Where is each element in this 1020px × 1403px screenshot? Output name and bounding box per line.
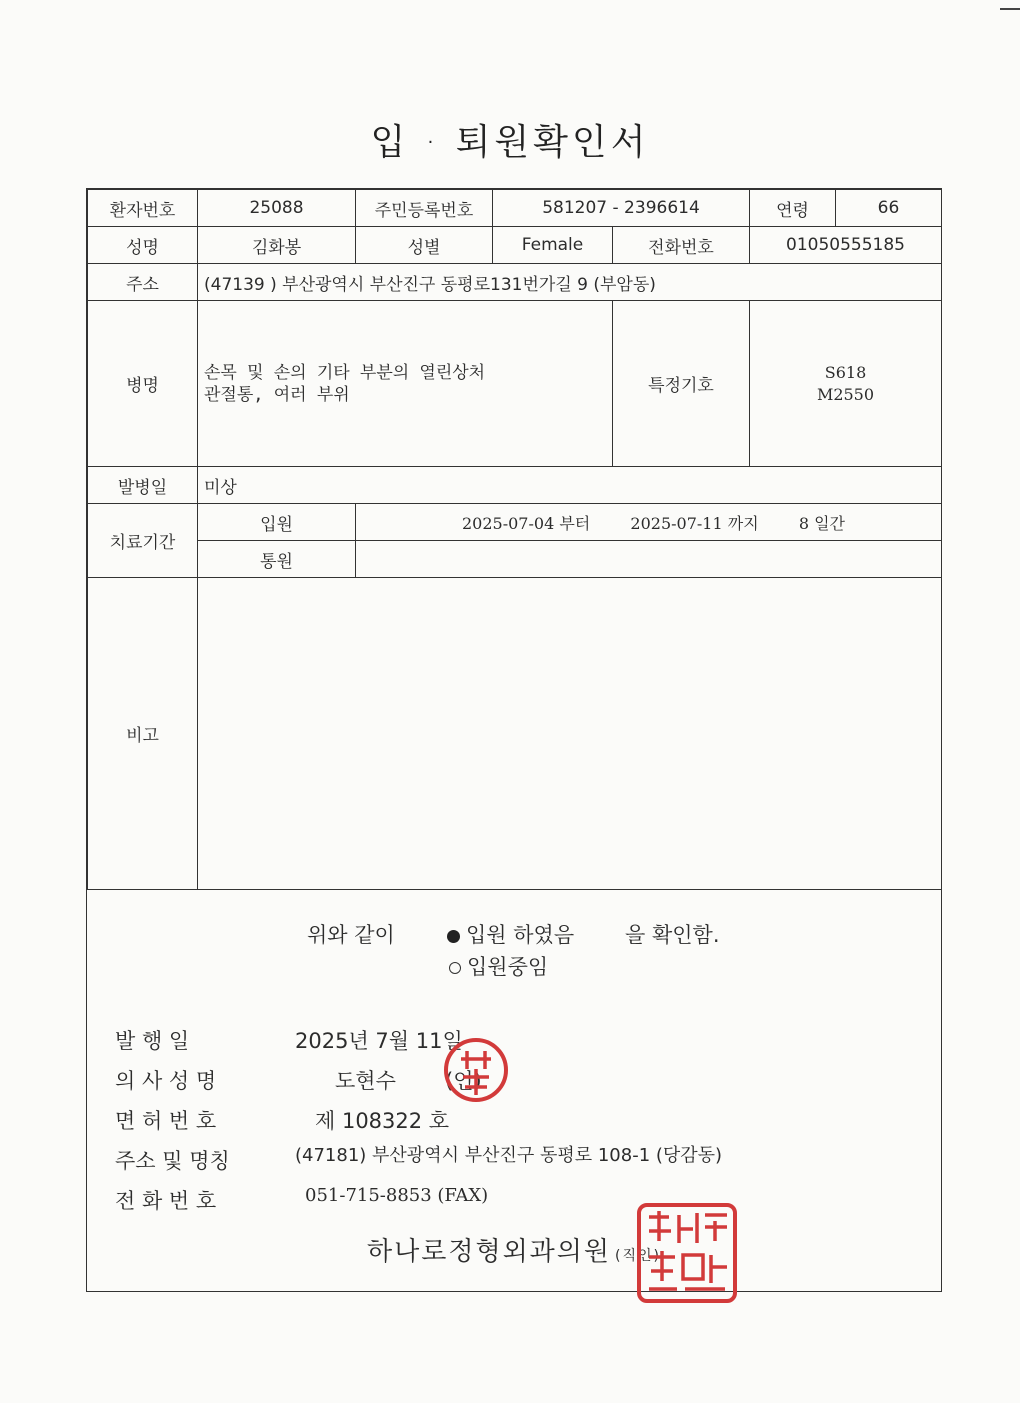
- period-start: 2025-07-04 부터: [462, 513, 591, 533]
- clinic-seal-icon: [635, 1201, 739, 1305]
- clinic-address-value: (47181) 부산광역시 부산진구 동평로 108-1 (당감동): [295, 1145, 723, 1166]
- radio-empty-icon: [449, 962, 461, 974]
- remarks-value: [198, 578, 942, 890]
- license-label: 면 허 번 호: [115, 1109, 217, 1133]
- sex-label: 성별: [356, 227, 493, 264]
- doctor-row: [115, 1065, 482, 1095]
- patient-id-label: 환자번호: [88, 190, 198, 227]
- confirm-prefix: 위와 같이: [307, 923, 395, 947]
- license-row: [115, 1105, 450, 1135]
- issue-date-row: [115, 1025, 463, 1055]
- issue-date-label: 발 행 일: [115, 1029, 190, 1053]
- name-value: 김화봉: [198, 227, 356, 264]
- confirmation-section: [87, 889, 941, 1289]
- confirm-suffix: 을 확인함.: [625, 923, 720, 947]
- doctor-seal-icon: [437, 1031, 515, 1109]
- address-value: (47139 ) 부산광역시 부산진구 동평로131번가길 9 (부암동): [198, 264, 942, 301]
- official-seal-mark: (직인): [615, 1248, 662, 1264]
- phone-value: 01050555185: [750, 227, 942, 264]
- outpatient-label: 통원: [198, 541, 356, 578]
- remarks-label: 비고: [88, 578, 198, 890]
- rrn-value: 581207 - 2396614: [493, 190, 750, 227]
- option-inpatient-now: 입원중임: [449, 951, 548, 981]
- doctor-label: 의 사 성 명: [115, 1069, 217, 1093]
- patient-id-value: 25088: [198, 190, 356, 227]
- onset-value: 미상: [198, 467, 942, 504]
- clinic-name: 하나로정형외과의원 (직인): [366, 1237, 662, 1267]
- clinic-phone-label: 전 화 번 호: [115, 1189, 217, 1213]
- period-end: 2025-07-11 까지: [630, 513, 759, 533]
- outpatient-period: [356, 541, 942, 578]
- patient-info-table: [87, 189, 942, 890]
- clinic-address-row: [115, 1145, 723, 1175]
- phone-label: 전화번호: [613, 227, 750, 264]
- inpatient-label: 입원: [198, 504, 356, 541]
- age-value: 66: [836, 190, 942, 227]
- diagnosis-label: 병명: [88, 301, 198, 467]
- age-label: 연령: [750, 190, 836, 227]
- license-value: 제 108322 호: [315, 1109, 450, 1133]
- clinic-phone-value: 051-715-8853 (FAX): [305, 1185, 489, 1206]
- clinic-address-label: 주소 및 명칭: [115, 1149, 230, 1173]
- doctor-seal-mark: (인): [445, 1069, 482, 1093]
- name-label: 성명: [88, 227, 198, 264]
- treatment-period-label: 치료기간: [88, 504, 198, 578]
- code-line: M2550: [816, 384, 875, 404]
- onset-label: 발병일: [88, 467, 198, 504]
- special-code-value: [750, 301, 942, 467]
- diagnosis-line: 손목 및 손의 기타 부분의 열린상처: [204, 362, 486, 383]
- diagnosis-line: 관절통, 여러 부위: [204, 384, 350, 405]
- address-label: 주소: [88, 264, 198, 301]
- diagnosis-value: [198, 301, 613, 467]
- clinic-phone-row: [115, 1185, 489, 1215]
- radio-filled-icon: [447, 930, 460, 943]
- code-line: S618: [824, 362, 867, 382]
- issue-date-value: 2025년 7월 11일: [295, 1029, 463, 1053]
- special-code-label: 특정기호: [613, 301, 750, 467]
- option-admitted: 입원 하였음: [447, 919, 574, 949]
- corner-mark: [1000, 8, 1020, 10]
- certificate-form: [86, 188, 942, 1292]
- period-days: 8 일간: [798, 513, 845, 533]
- rrn-label: 주민등록번호: [356, 190, 493, 227]
- document-title: 입 · 퇴원확인서: [370, 122, 650, 163]
- inpatient-period: [356, 504, 942, 541]
- sex-value: Female: [493, 227, 613, 264]
- doctor-name: 도현수: [335, 1069, 396, 1093]
